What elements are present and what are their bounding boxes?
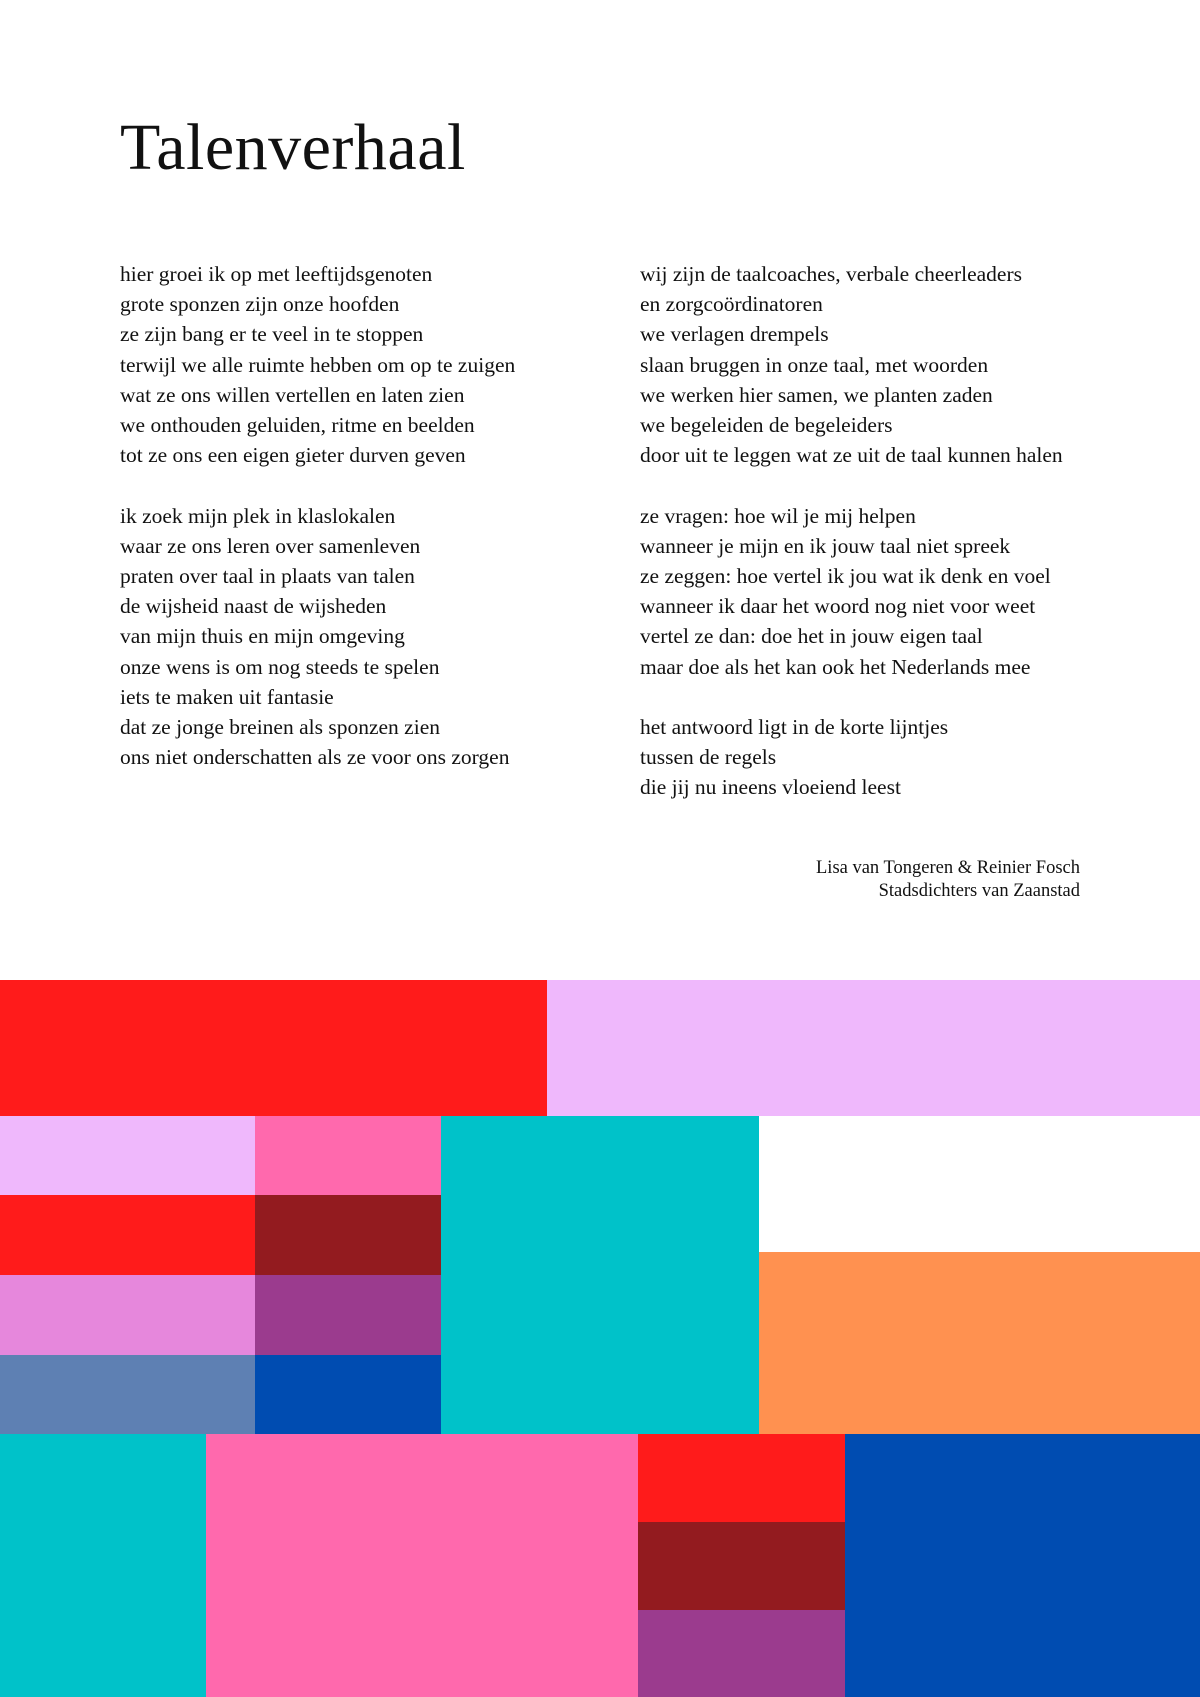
color-block bbox=[0, 1434, 206, 1697]
color-block bbox=[255, 1195, 441, 1275]
color-block bbox=[0, 980, 547, 1116]
color-block bbox=[0, 1275, 255, 1355]
color-block bbox=[845, 1434, 1200, 1697]
poem-line: iets te maken uit fantasie bbox=[120, 684, 334, 709]
authors: Lisa van Tongeren & Reinier Fosch bbox=[816, 858, 1080, 878]
poem-line: we werken hier samen, we planten zaden bbox=[640, 382, 993, 407]
color-block bbox=[255, 1355, 441, 1434]
poem-line: praten over taal in plaats van talen bbox=[120, 564, 415, 589]
poem-line: ze zijn bang er te veel in te stoppen bbox=[120, 322, 424, 347]
poem-line: door uit te leggen wat ze uit de taal kunnen halen bbox=[640, 443, 1063, 468]
stanza bbox=[120, 259, 640, 470]
poem-line: tussen de regels bbox=[640, 745, 777, 770]
poem-line: de wijsheid naast de wijsheden bbox=[120, 594, 387, 619]
stanza bbox=[640, 259, 1185, 470]
poem-line: slaan bruggen in onze taal, met woorden bbox=[640, 352, 989, 377]
poem-line: terwijl we alle ruimte hebben om op te zuigen bbox=[120, 352, 516, 377]
poem-line: het antwoord ligt in de korte lijntjes bbox=[640, 715, 949, 740]
color-block bbox=[638, 1522, 845, 1610]
color-block bbox=[0, 1355, 255, 1434]
poem-line: die jij nu ineens vloeiend leest bbox=[640, 775, 901, 800]
color-block bbox=[206, 1434, 638, 1697]
poem-line: wat ze ons willen vertellen en laten zien bbox=[120, 382, 465, 407]
poem-line: grote sponzen zijn onze hoofden bbox=[120, 292, 400, 317]
stanza bbox=[640, 501, 1185, 682]
poem-line: we onthouden geluiden, ritme en beelden bbox=[120, 413, 475, 438]
color-block bbox=[547, 980, 1200, 1116]
poem-line: tot ze ons een eigen gieter durven geven bbox=[120, 443, 466, 468]
poem-line: wij zijn de taalcoaches, verbale cheerleaders bbox=[640, 262, 1023, 286]
stanza bbox=[640, 712, 1185, 803]
poem-right-column bbox=[640, 259, 1185, 803]
poem-line: ons niet onderschatten als ze voor ons zorgen bbox=[120, 745, 510, 770]
poem-line: en zorgcoördinatoren bbox=[640, 292, 823, 317]
poem-left-column bbox=[120, 259, 640, 772]
poem-title: Talenverhaal bbox=[120, 111, 466, 184]
poem-line: waar ze ons leren over samenleven bbox=[120, 533, 421, 558]
color-block bbox=[759, 1252, 1200, 1434]
color-block bbox=[441, 1116, 759, 1434]
poem-line: we verlagen drempels bbox=[640, 322, 829, 347]
poem-line: ze vragen: hoe wil je mij helpen bbox=[640, 503, 916, 528]
author-role: Stadsdichters van Zaanstad bbox=[878, 881, 1080, 901]
poem-line: ik zoek mijn plek in klaslokalen bbox=[120, 503, 396, 528]
poem-line: hier groei ik op met leeftijdsgenoten bbox=[120, 262, 433, 286]
poem-credits bbox=[816, 857, 1080, 903]
color-block bbox=[0, 1116, 255, 1195]
poem-line: wanneer je mijn en ik jouw taal niet spreek bbox=[640, 533, 1011, 558]
poem-line: van mijn thuis en mijn omgeving bbox=[120, 624, 405, 649]
poem-line: vertel ze dan: doe het in jouw eigen taal bbox=[640, 624, 983, 649]
stanza bbox=[120, 501, 640, 773]
poem-line: we begeleiden de begeleiders bbox=[640, 413, 893, 438]
color-block bbox=[638, 1434, 845, 1522]
color-block bbox=[255, 1275, 441, 1355]
poem-line: ze zeggen: hoe vertel ik jou wat ik denk en voel bbox=[640, 564, 1051, 589]
poem-line: dat ze jonge breinen als sponzen zien bbox=[120, 715, 440, 740]
color-block bbox=[255, 1116, 441, 1195]
poem-line: maar doe als het kan ook het Nederlands mee bbox=[640, 654, 1031, 679]
color-block bbox=[638, 1610, 845, 1697]
poem-line: wanneer ik daar het woord nog niet voor weet bbox=[640, 594, 1036, 619]
color-block bbox=[0, 1195, 255, 1275]
poem-line: onze wens is om nog steeds te spelen bbox=[120, 654, 440, 679]
color-block bbox=[759, 1116, 1200, 1252]
